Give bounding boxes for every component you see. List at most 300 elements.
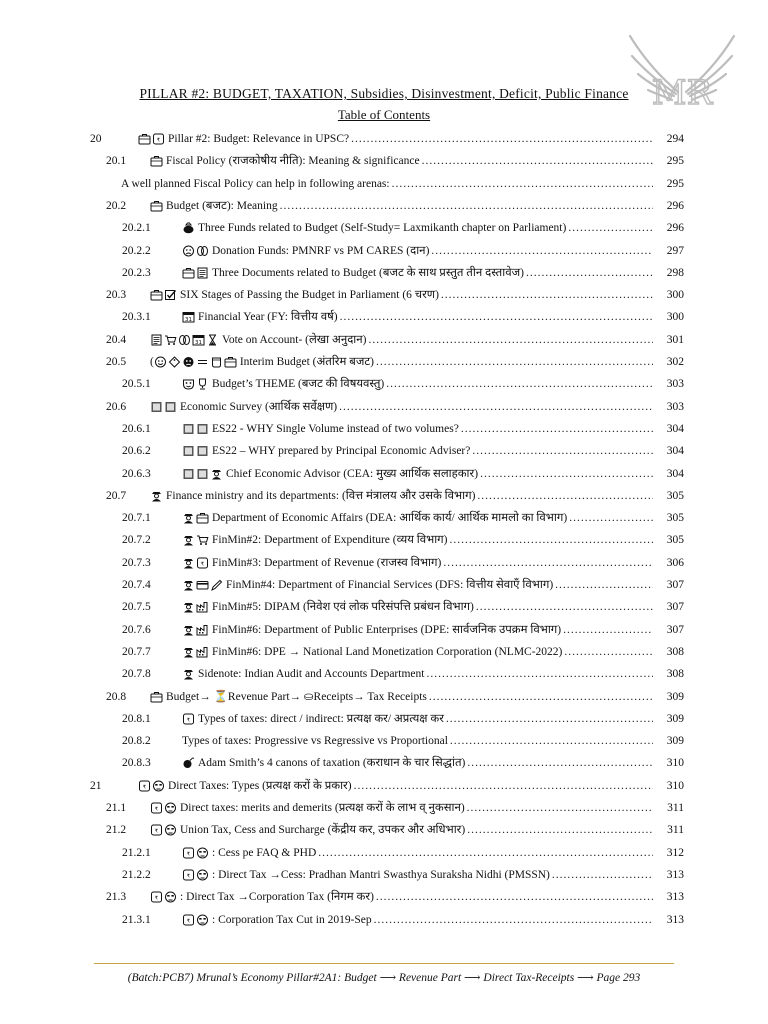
toc-row[interactable] — [0, 262, 768, 284]
toc-page-number: 306 — [666, 556, 684, 569]
document-title: PILLAR #2: BUDGET, TAXATION, Subsidies, Disinvestment, Deficit, Public Finance — [139, 86, 629, 101]
toc-icons — [150, 490, 163, 502]
toc-number: 20.8.3 — [122, 757, 151, 770]
toc-label: Types of taxes: direct / indirect: प्रत्यक्ष कर/ अप्रत्यक्ष कर — [198, 712, 444, 725]
pen-icon — [210, 579, 223, 591]
officer-icon — [182, 646, 195, 658]
logo-letters: MR — [651, 73, 713, 113]
toc-page-number: 313 — [666, 913, 684, 926]
book-icon — [196, 468, 209, 480]
toc-icons — [150, 289, 177, 301]
toc-entry[interactable] — [182, 663, 655, 685]
toc-entry[interactable] — [150, 819, 655, 841]
toc-icons — [182, 668, 195, 680]
toc-row[interactable] — [0, 284, 768, 306]
toc-number: 20.4 — [106, 333, 127, 346]
toc-entry[interactable] — [182, 752, 655, 774]
toc-entry[interactable] — [182, 262, 655, 284]
toc-row[interactable] — [0, 864, 768, 886]
toc-entry[interactable] — [150, 396, 655, 418]
toc-icons — [182, 267, 209, 279]
toc-page-number: 307 — [666, 601, 684, 614]
footer-rule — [94, 963, 674, 964]
toc-page-number: 308 — [666, 645, 684, 658]
toc-row[interactable] — [0, 619, 768, 641]
toc-icons — [150, 155, 163, 167]
toc-label: Three Funds related to Budget (Self-Study= Laxmikanth chapter on Parliament) — [198, 222, 567, 235]
checkbox-icon — [164, 289, 177, 301]
toc-row[interactable] — [0, 195, 768, 217]
toc-entry[interactable] — [182, 306, 655, 328]
toc-row[interactable] — [0, 842, 768, 864]
toc-number: 20.5 — [106, 356, 127, 368]
toc-entry[interactable] — [182, 619, 655, 641]
toc-number: 20.1 — [106, 155, 127, 168]
toc-label: : Cess pe FAQ & PHD — [212, 846, 317, 859]
toc-page-number: 309 — [666, 712, 684, 725]
calendar-icon — [192, 334, 205, 346]
toc-number: 20.6.3 — [122, 467, 151, 480]
toc-number: 20.7.7 — [122, 645, 151, 658]
toc-row[interactable] — [0, 641, 768, 663]
toc-row[interactable] — [0, 351, 768, 373]
toc-number: 20.3.1 — [122, 311, 151, 324]
toc-row[interactable] — [0, 150, 768, 172]
book-icon — [164, 401, 177, 413]
toc-icons — [182, 222, 195, 234]
toc-page-number: 305 — [666, 489, 684, 502]
toc-entry[interactable] — [138, 775, 655, 797]
toc-row[interactable] — [0, 574, 768, 596]
toc-icons — [182, 579, 223, 591]
toc-page-number: 305 — [666, 512, 684, 525]
toc-row[interactable] — [0, 886, 768, 908]
toc-leader-dots — [318, 842, 653, 864]
toc-icons — [182, 601, 209, 613]
toc-label: FinMin#2: Department of Expenditure (व्यय विभाग) — [212, 534, 448, 547]
toc-entry[interactable] — [150, 329, 655, 351]
toc-page-number: 308 — [666, 668, 684, 681]
briefcase-icon — [224, 356, 237, 368]
toc-page-number: 300 — [666, 311, 684, 324]
officer-icon — [182, 579, 195, 591]
toc-icons — [182, 245, 209, 257]
toc-icons — [182, 423, 209, 435]
toc-page-number: 311 — [667, 802, 684, 814]
toc-entry[interactable] — [182, 864, 655, 886]
toc-number: 21.3.1 — [122, 913, 151, 926]
mrunal-logo — [618, 22, 746, 118]
toc-number: 20.7.4 — [122, 579, 151, 591]
toc-number: 20.8.1 — [122, 712, 151, 725]
toc-row[interactable] — [0, 373, 768, 395]
toc-leader-dots — [472, 440, 653, 462]
toc-number: 21.1 — [106, 802, 127, 814]
toc-number: 20.2.2 — [122, 244, 151, 257]
toc-label: Union Tax, Cess and Surcharge (केंद्रीय कर, उपकर और अधिभार) — [180, 824, 466, 837]
toc-leader-dots — [480, 463, 653, 485]
toc-number: 21.2.2 — [122, 868, 151, 881]
toc-label: FinMin#5: DIPAM (निवेश एवं लोक परिसंपत्ति प्रबंधन विभाग) — [212, 601, 474, 614]
toc-page-number: 310 — [666, 757, 684, 770]
toc-leader-dots — [568, 217, 653, 239]
toc-heading: Table of Contents — [337, 107, 431, 122]
toc-leader-dots — [280, 195, 653, 217]
toc-leader-dots — [476, 596, 653, 618]
toc-leader-dots — [339, 396, 653, 418]
toc-leader-dots — [563, 619, 653, 641]
toc-leader-dots — [392, 173, 653, 195]
toc-label: Budget (बजट): Meaning — [166, 199, 278, 212]
toc-entry[interactable] — [182, 440, 655, 462]
crying-face-icon — [164, 824, 177, 836]
toc-page-number: 307 — [666, 579, 684, 591]
toc-page-number: 300 — [666, 289, 684, 302]
toc-label: Fiscal Policy (राजकोषीय नीति): Meaning & significance — [166, 155, 420, 168]
toc-page-number: 303 — [666, 400, 684, 413]
document-icon — [150, 334, 163, 346]
toc-page-number: 305 — [666, 534, 684, 547]
toc-entry[interactable] — [182, 552, 655, 574]
toc-icons — [182, 311, 195, 323]
toc-entry[interactable] — [182, 240, 655, 262]
toc-leader-dots — [446, 708, 653, 730]
toc-icons — [182, 713, 195, 725]
toc-entry[interactable] — [182, 463, 655, 485]
sad-face-icon — [182, 245, 195, 257]
toc-icons — [182, 378, 209, 390]
crying-face-icon — [152, 780, 165, 792]
angry-face-icon — [182, 356, 195, 368]
toc-row[interactable] — [0, 240, 768, 262]
toc-label: ES22 – WHY prepared by Principal Economic Adviser? — [212, 445, 471, 458]
document-icon — [196, 267, 209, 279]
toc-leader-dots — [477, 485, 653, 507]
calendar-icon — [182, 311, 195, 323]
toc-entry[interactable] — [182, 641, 655, 663]
officer-icon — [210, 468, 223, 480]
factory-icon — [196, 601, 209, 613]
svg-text:₹: ₹ — [186, 851, 191, 858]
toc-leader-dots — [450, 730, 653, 752]
toc-entry[interactable] — [182, 730, 655, 752]
toc-icons — [182, 914, 209, 926]
cart-icon — [196, 534, 209, 546]
toc-label: Budget’s THEME (बजट की विषयवस्तु) — [212, 378, 385, 391]
toc-row[interactable] — [0, 485, 768, 507]
toc-page-number: 311 — [667, 824, 684, 837]
svg-text:₹: ₹ — [186, 717, 191, 724]
toc-number: 20 — [90, 133, 102, 145]
svg-text:31: 31 — [185, 317, 192, 324]
toc-icons — [182, 624, 209, 636]
toc-leader-dots — [376, 886, 653, 908]
toc-entry[interactable] — [150, 150, 655, 172]
crying-face-icon — [196, 869, 209, 881]
toc-number: 20.7.3 — [122, 556, 151, 569]
book-icon — [196, 445, 209, 457]
toc-entry[interactable] — [182, 842, 655, 864]
toc-label: FinMin#4: Department of Financial Services (DFS: वित्तीय सेवाएँ विभाग) — [226, 579, 554, 591]
toc-page-number: 296 — [666, 199, 684, 212]
toc-number: 20.7 — [106, 489, 127, 502]
svg-text:₹: ₹ — [186, 918, 191, 924]
toc-leader-dots — [564, 641, 653, 663]
toc-entry[interactable] — [121, 173, 655, 195]
toc-icons — [138, 133, 165, 145]
toc-number: 20.6.1 — [122, 422, 151, 435]
toc-leader-dots — [351, 128, 653, 150]
svg-text:₹: ₹ — [200, 561, 205, 568]
toc-icons — [150, 802, 177, 814]
pray-hands-icon — [178, 334, 191, 346]
briefcase-icon — [150, 289, 163, 301]
toc-row[interactable] — [0, 596, 768, 618]
toc-icons — [150, 401, 177, 413]
toc-page-number: 309 — [666, 690, 684, 703]
toc-row[interactable] — [0, 173, 768, 195]
tax-icon — [152, 133, 165, 145]
toc-row[interactable] — [0, 396, 768, 418]
toc-leader-dots — [569, 507, 653, 529]
toc-label: : Corporation Tax Cut in 2019-Sep — [212, 913, 372, 926]
svg-text:₹: ₹ — [154, 828, 159, 835]
toc-leader-dots — [386, 373, 653, 395]
toc-leader-dots — [526, 262, 653, 284]
toc-row[interactable] — [0, 730, 768, 752]
toc-row[interactable] — [0, 440, 768, 462]
toc-leader-dots — [426, 663, 653, 685]
officer-icon — [182, 557, 195, 569]
toc-label: Pillar #2: Budget: Relevance in UPSC? — [168, 133, 350, 145]
toc-row[interactable] — [0, 329, 768, 351]
toc-label: : Direct Tax →Corporation Tax (निगम कर) — [180, 891, 374, 904]
toc-row[interactable] — [0, 752, 768, 774]
svg-text:₹: ₹ — [186, 873, 191, 880]
toc-row[interactable] — [0, 507, 768, 529]
toc-row[interactable] — [0, 552, 768, 574]
toc-row[interactable] — [0, 128, 768, 150]
toc-page-number: 296 — [666, 222, 684, 235]
toc-entry[interactable] — [182, 217, 655, 239]
toc-label: FinMin#3: Department of Revenue (राजस्व विभाग) — [212, 556, 442, 569]
toc-number: 21.3 — [106, 891, 127, 904]
toc-label: SIX Stages of Passing the Budget in Parliament (6 चरण) — [180, 289, 439, 302]
toc-label: ES22 - WHY Single Volume instead of two volumes? — [212, 422, 459, 435]
toc-entry[interactable] — [182, 574, 655, 596]
toc-leader-dots — [354, 775, 653, 797]
toc-icons — [182, 512, 209, 524]
tax-icon — [182, 914, 195, 926]
officer-icon — [150, 490, 163, 502]
cup-icon — [210, 356, 223, 368]
tax-icon — [150, 891, 163, 903]
toc-icons — [182, 468, 223, 480]
toc-label: Department of Economic Affairs (DEA: आर्थिक कार्य/ आर्थिक मामलो का विभाग) — [212, 512, 568, 525]
toc-row[interactable] — [0, 909, 768, 931]
toc-label: Types of taxes: Progressive vs Regressive vs Proportional — [182, 735, 448, 748]
toc-label: Three Documents related to Budget (बजट के साथ प्रस्तुत तीन दस्तावेज) — [212, 266, 524, 279]
toc-page-number: 307 — [666, 623, 684, 636]
toc-icons — [182, 869, 209, 881]
toc-entry[interactable] — [150, 284, 655, 306]
toc-row[interactable] — [0, 708, 768, 730]
toc-row[interactable] — [0, 529, 768, 551]
toc-leader-dots — [376, 351, 653, 373]
toc-entry[interactable] — [182, 373, 655, 395]
svg-text:31: 31 — [195, 339, 202, 346]
toc-entry[interactable] — [150, 686, 655, 708]
tax-icon — [150, 802, 163, 814]
toc-page-number: 294 — [666, 133, 684, 145]
toc-leader-dots — [374, 909, 653, 931]
toc-number: 20.2.1 — [122, 222, 151, 235]
book-icon — [150, 401, 163, 413]
toc-number: 20.7.5 — [122, 601, 151, 614]
hourglass-icon — [206, 334, 219, 346]
toc-icons — [150, 891, 177, 903]
toc-page-number: 301 — [666, 333, 684, 346]
trophy-icon — [196, 378, 209, 390]
toc-label: Chief Economic Advisor (CEA: मुख्य आर्थिक सलाहकार) — [226, 467, 479, 480]
toc-icons — [150, 200, 163, 212]
briefcase-icon — [138, 133, 151, 145]
svg-text:₹: ₹ — [154, 895, 159, 902]
toc-number: 20.7.6 — [122, 623, 151, 636]
tax-icon — [196, 557, 209, 569]
briefcase-icon — [196, 512, 209, 524]
toc-prefix: ( — [150, 356, 154, 368]
toc-row[interactable] — [0, 797, 768, 819]
toc-number: 21.2.1 — [122, 846, 151, 859]
toc-number: 20.7.8 — [122, 668, 151, 681]
toc-page-number: 302 — [666, 356, 684, 368]
toc-label: Donation Funds: PMNRF vs PM CARES (दान) — [212, 244, 430, 257]
toc-leader-dots — [467, 797, 653, 819]
toc-label: Sidenote: Indian Audit and Accounts Department — [198, 668, 425, 681]
toc-page-number: 313 — [666, 891, 684, 904]
toc-leader-dots — [467, 819, 653, 841]
toc-number: 21 — [90, 779, 102, 792]
pray-hands-icon — [196, 245, 209, 257]
tax-icon — [150, 824, 163, 836]
officer-icon — [182, 624, 195, 636]
toc-page-number: 304 — [666, 422, 684, 435]
toc-page-number: 303 — [666, 378, 684, 391]
toc-entry[interactable] — [150, 485, 655, 507]
toc-number: 20.5.1 — [122, 378, 151, 391]
crying-face-icon — [164, 802, 177, 814]
toc-entry[interactable] — [182, 596, 655, 618]
toc-page-number: 312 — [666, 846, 684, 859]
book-icon — [182, 445, 195, 457]
toc-entry[interactable] — [138, 128, 655, 150]
toc-number: 20.7.1 — [122, 512, 151, 525]
crying-face-icon — [164, 891, 177, 903]
toc-leader-dots — [441, 284, 653, 306]
toc-label: Direct Taxes: Types (प्रत्यक्ष करों के प्रकार) — [168, 779, 352, 792]
toc-entry[interactable] — [182, 708, 655, 730]
toc-label: Economic Survey (आर्थिक सर्वेक्षण) — [180, 400, 338, 413]
toc-icons — [150, 691, 163, 703]
toc-leader-dots — [552, 864, 653, 886]
cart-icon — [164, 334, 177, 346]
toc-entry[interactable] — [182, 909, 655, 931]
toc-row[interactable] — [0, 819, 768, 841]
toc-row[interactable] — [0, 418, 768, 440]
toc-leader-dots — [431, 240, 653, 262]
toc-leader-dots — [467, 752, 653, 774]
officer-icon — [182, 534, 195, 546]
toc-leader-dots — [461, 418, 653, 440]
toc-icons — [182, 445, 209, 457]
toc-row[interactable] — [0, 306, 768, 328]
toc-number: 20.8.2 — [122, 735, 151, 748]
toc-leader-dots — [369, 329, 653, 351]
toc-entry[interactable] — [150, 195, 655, 217]
toc-icons — [182, 757, 195, 769]
toc-icons — [150, 334, 219, 346]
equals-sign — [196, 356, 209, 368]
toc-entry[interactable] — [182, 529, 655, 551]
toc-entry[interactable] — [150, 797, 655, 819]
toc-row[interactable] — [0, 217, 768, 239]
officer-icon — [182, 512, 195, 524]
svg-text:₹: ₹ — [154, 806, 159, 813]
toc-icons — [154, 356, 237, 368]
smile-face-icon — [154, 356, 167, 368]
toc-entry[interactable] — [150, 886, 655, 908]
toc-page-number: 304 — [666, 445, 684, 458]
toc-entry[interactable] — [182, 507, 655, 529]
toc-page-number: 298 — [666, 266, 684, 279]
toc-page-number: 309 — [666, 735, 684, 748]
toc-icons — [182, 534, 209, 546]
toc-entry[interactable] — [150, 351, 655, 373]
tax-icon — [182, 713, 195, 725]
crying-face-icon — [196, 914, 209, 926]
toc-entry[interactable] — [182, 418, 655, 440]
factory-icon — [196, 646, 209, 658]
toc-number: 20.3 — [106, 289, 127, 302]
toc-page-number: 313 — [666, 868, 684, 881]
toc-leader-dots — [450, 529, 654, 551]
toc-icons — [150, 824, 177, 836]
toc-label: A well planned Fiscal Policy can help in following arenas: — [121, 177, 390, 190]
tax-icon — [138, 780, 151, 792]
toc-label: Direct taxes: merits and demerits (प्रत्यक्ष करों के लाभ व् नुकसान) — [180, 802, 465, 814]
card-icon — [196, 579, 209, 591]
toc-leader-dots — [340, 306, 653, 328]
toc-leader-dots — [443, 552, 653, 574]
toc-row[interactable] — [0, 663, 768, 685]
toc-number: 20.2.3 — [122, 266, 151, 279]
briefcase-icon — [182, 267, 195, 279]
officer-icon — [182, 601, 195, 613]
toc-label: Finance ministry and its departments: (वित्त मंत्रालय और उसके विभाग) — [166, 489, 476, 502]
toc-label: Vote on Account- (लेखा अनुदान) — [222, 333, 367, 346]
toc-page-number: 297 — [666, 244, 684, 257]
toc-row[interactable] — [0, 775, 768, 797]
toc-label: : Direct Tax →Cess: Pradhan Mantri Swasthya Suraksha Nidhi (PMSSN) — [212, 868, 550, 881]
toc-row[interactable] — [0, 463, 768, 485]
toc-label: Interim Budget (अंतरिम बजट) — [239, 356, 374, 368]
briefcase-icon — [150, 200, 163, 212]
toc-page-number: 295 — [666, 177, 684, 190]
toc-label: FinMin#6: Department of Public Enterprises (DPE: सार्वजनिक उपक्रम विभाग) — [212, 623, 562, 636]
toc-row[interactable] — [0, 686, 768, 708]
toc-label: Budget→ ⏳Revenue Part→ ⛀Receipts→ Tax Receipts — [166, 690, 427, 703]
